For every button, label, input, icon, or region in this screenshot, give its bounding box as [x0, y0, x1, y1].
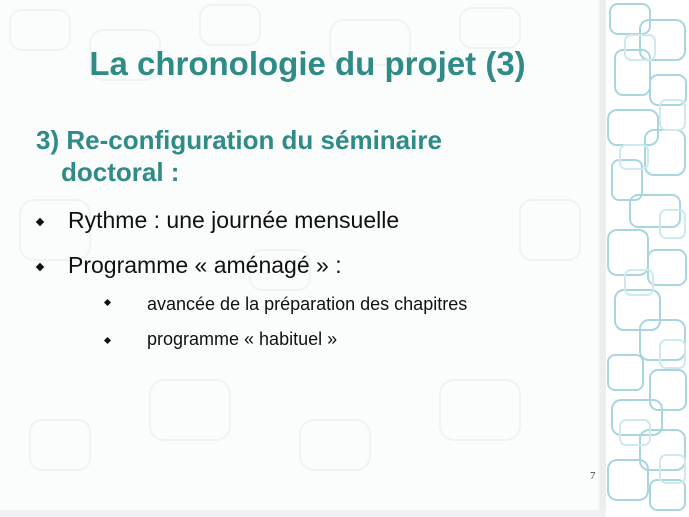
page-number: 7 — [590, 470, 596, 482]
section-heading-line1: 3) Re-configuration du séminaire — [36, 125, 442, 155]
section-heading — [36, 124, 576, 188]
bullet-item-rythme: Rythme : une journée mensuelle — [68, 207, 400, 233]
sub-bullet-item-habituel: programme « habituel » — [147, 329, 338, 349]
bullet-item-programme: Programme « aménagé » : — [68, 252, 342, 278]
section-heading-line2: doctoral : — [61, 157, 180, 187]
sub-bullet-item-avancee: avancée de la préparation des chapitres — [147, 294, 468, 314]
slide-title: La chronologie du projet (3) — [89, 45, 526, 82]
